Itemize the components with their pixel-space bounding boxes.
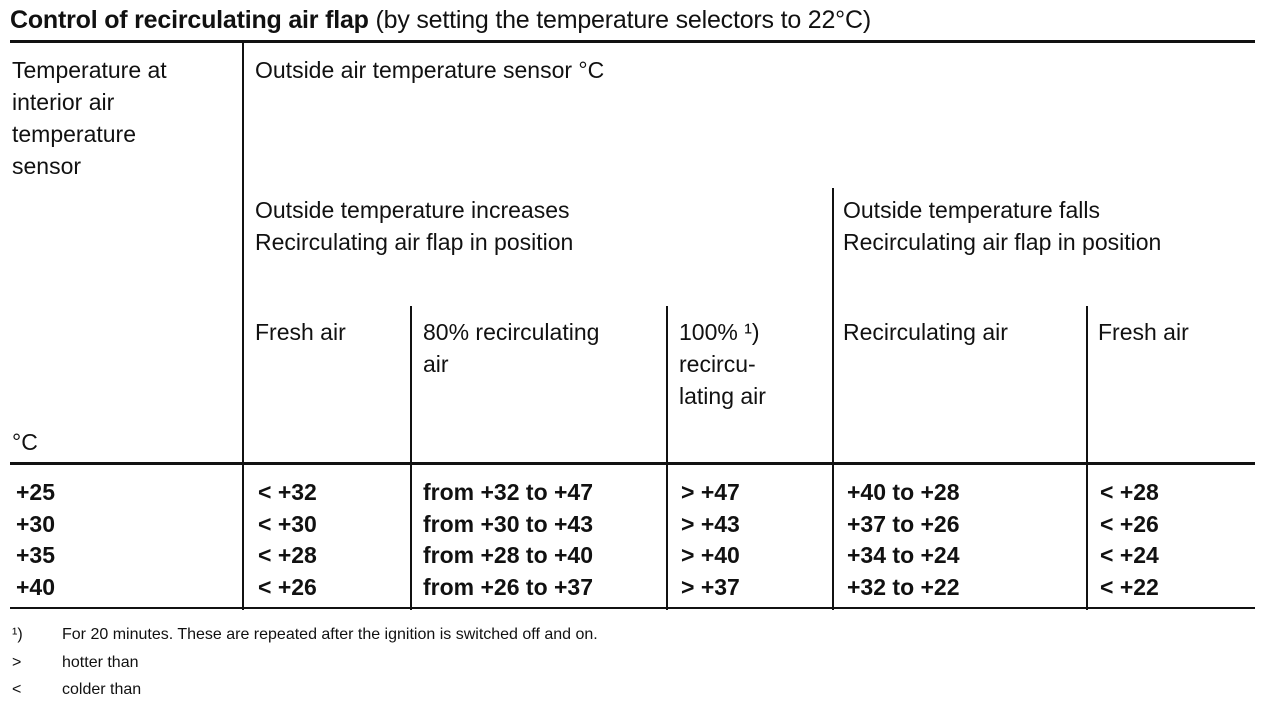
- header-falls-group: Outside temperature falls Recirculating air flap in position: [843, 197, 1162, 255]
- title-rule: [10, 40, 1255, 43]
- col-interior-values: [16, 477, 55, 603]
- col-divider-interior: [242, 43, 244, 610]
- table-cell: from +26 to +37: [423, 573, 594, 600]
- header-outside-sensor: Outside air temperature sensor °C: [255, 57, 605, 83]
- table-cell: from +30 to +43: [423, 510, 594, 537]
- header-recirculating-air: Recirculating air: [843, 319, 1008, 345]
- table-cell: < +28: [258, 542, 317, 568]
- footnote-1: [12, 626, 598, 644]
- header-fresh-air-1: Fresh air: [255, 319, 346, 345]
- title-bold: Control of recirculating air flap: [10, 6, 369, 34]
- table-cell: +34 to +24: [847, 542, 960, 568]
- table-cell: < +30: [258, 510, 317, 537]
- footnote-2: [12, 654, 139, 672]
- footnote-3: [12, 681, 141, 699]
- footnote-mark: ¹): [12, 626, 23, 643]
- col-fresh1-values: [258, 477, 317, 603]
- col-divider-recirc: [1086, 306, 1088, 610]
- table-cell: < +28: [1100, 479, 1159, 505]
- page-title: [10, 6, 871, 35]
- col-80-values: [423, 477, 593, 603]
- footnote-mark: <: [12, 681, 22, 698]
- title-subtitle: (by setting the temperature selectors to 22°C): [375, 6, 871, 34]
- bottom-rule: [10, 607, 1255, 609]
- table-cell: > +43: [681, 510, 740, 537]
- table-cell: > +40: [681, 542, 740, 568]
- table-cell: from +32 to +47: [423, 479, 594, 505]
- col-divider-80: [666, 306, 668, 610]
- footnote-text: For 20 minutes. These are repeated after the ignition is switched off and on.: [62, 626, 598, 643]
- table-cell: from +28 to +40: [423, 542, 594, 568]
- table-cell: < +22: [1100, 573, 1159, 600]
- header-increases-group: Outside temperature increases Recirculating air flap in position: [255, 197, 574, 255]
- table-cell: +30: [16, 510, 56, 537]
- table-cell: +32 to +22: [847, 573, 960, 600]
- table-cell: +40: [16, 573, 56, 600]
- footnote-mark: >: [12, 654, 22, 671]
- header-80-recirculating: 80% recirculating air: [423, 319, 600, 377]
- header-interior-sensor: Temperature at interior air temperature sensor: [12, 57, 167, 179]
- table-cell: < +24: [1100, 542, 1159, 568]
- footnote-text: colder than: [62, 681, 142, 698]
- table-cell: < +26: [1100, 510, 1159, 537]
- table-cell: +35: [16, 542, 56, 568]
- header-rule: [10, 462, 1255, 465]
- col-100-values: [681, 477, 740, 603]
- table-cell: +40 to +28: [847, 479, 960, 505]
- table-cell: +37 to +26: [847, 510, 960, 537]
- col-fresh2-values: [1100, 477, 1159, 603]
- table-cell: < +26: [258, 573, 317, 600]
- header-fresh-air-2: Fresh air: [1098, 319, 1189, 345]
- header-unit: °C: [12, 429, 38, 455]
- col-recirc-falls-values: [847, 477, 960, 603]
- table-cell: < +32: [258, 479, 317, 505]
- col-divider-group: [832, 188, 834, 610]
- footnote-text: hotter than: [62, 654, 139, 671]
- table-cell: +25: [16, 479, 56, 505]
- col-divider-fresh1: [410, 306, 412, 610]
- header-100-recirculating: 100% ¹) recircu- lating air: [679, 319, 766, 409]
- table-cell: > +47: [681, 479, 740, 505]
- table-cell: > +37: [681, 573, 740, 600]
